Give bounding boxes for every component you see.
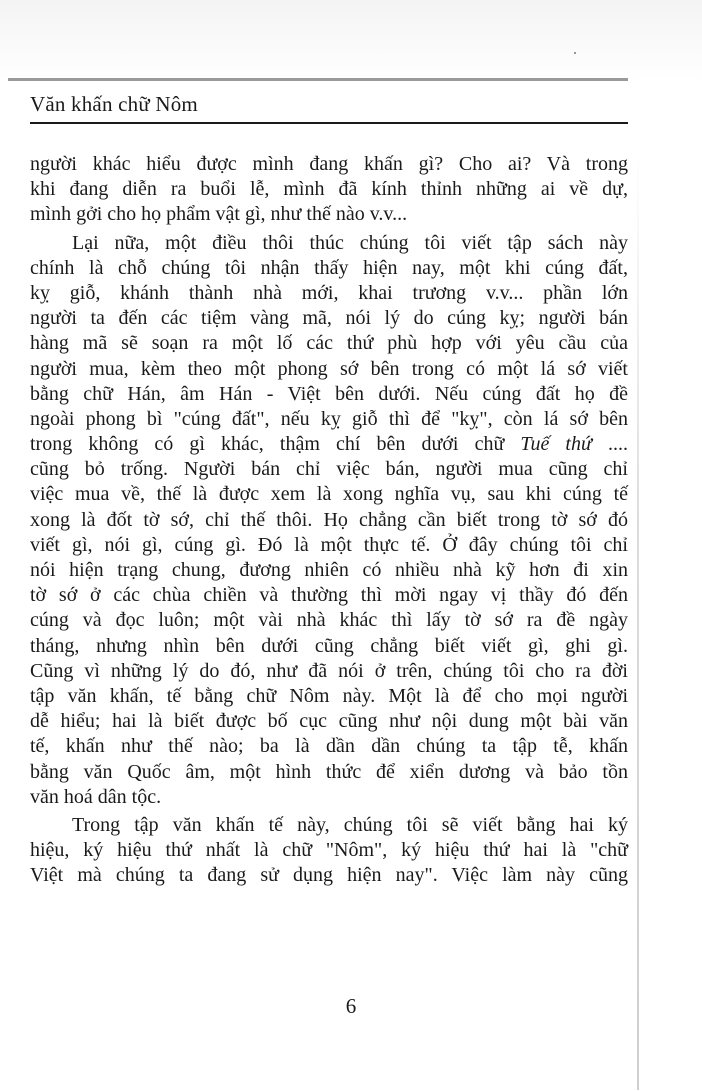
text-line: ngoài phong bì "cúng đất", nếu kỵ giỗ thì để "kỵ", còn lá sớ bên: [30, 407, 628, 430]
text-line: bằng chữ Hán, âm Hán - Việt bên dưới. Nếu cúng đất họ đề: [30, 382, 628, 405]
text-line: Trong tập văn khấn tế này, chúng tôi sẽ viết bằng hai ký: [72, 813, 628, 836]
text-line: tế, khấn như thế nào; ba là dần dần chúng ta tập tễ, khấn: [30, 735, 628, 758]
body-text: [30, 152, 628, 891]
paragraph-3: [30, 813, 628, 889]
text-line: người mua, kèm theo một phong sớ bên trong có một lá sớ viết: [30, 357, 628, 380]
text-line: Lại nữa, một điều thôi thúc chúng tôi viết tập sách này: [72, 231, 628, 254]
text-line: trong không có gì khác, thậm chí bên dưới chữ Tuế thứ ....: [30, 433, 628, 456]
scan-edge-line: [8, 78, 628, 81]
text-line: người ta đến các tiệm vàng mã, nói lý do cúng kỵ; người bán: [30, 307, 628, 330]
italic-term: Tuế thứ: [520, 433, 592, 456]
scan-binding-edge: [637, 150, 639, 1090]
text-line: hàng mã sẽ soạn ra một lố các thứ phù hợp với yêu cầu của: [30, 332, 628, 355]
text-line: người khác hiểu được mình đang khấn gì? Cho ai? Và trong: [30, 153, 628, 175]
scan-top-margin: [0, 0, 702, 82]
text-line: tập văn khấn, tế bằng chữ Nôm này. Một là để cho mọi người: [30, 684, 628, 707]
text-line: mình gởi cho họ phẩm vật gì, như thế nào v.v...: [30, 203, 408, 226]
paragraph-2: [30, 231, 628, 810]
text-line: việc mua về, thế là được xem là xong nghĩa vụ, sau khi cúng tế: [30, 483, 628, 506]
text-line: xong là đốt tờ sớ, chỉ thế thôi. Họ chẳng cần biết trong tờ sớ đó: [30, 508, 628, 531]
text-line: cúng và đọc luôn; một vài nhà khác thì lấy tờ sớ ra đề ngày: [30, 609, 628, 632]
text-line: nói hiện trạng chung, đương nhiên có nhiều nhà kỹ hơn đi xin: [30, 559, 628, 581]
header-divider: [30, 122, 628, 124]
text-line: chính là chỗ chúng tôi nhận thấy hiện nay, một khi cúng đất,: [30, 256, 628, 279]
text-line: tờ sớ ở các chùa chiền và thường thì mời ngay vị thầy đó đến: [30, 584, 628, 607]
text-line: văn hoá dân tộc.: [30, 785, 162, 808]
text-line: khi đang diễn ra buổi lễ, mình đã kính thỉnh những ai về dự,: [30, 178, 628, 201]
text-line: cũng bỏ trống. Người bán chỉ việc bán, người mua cũng chỉ: [30, 458, 628, 481]
scan-speck: [574, 52, 576, 54]
text-line: hiệu, ký hiệu thứ nhất là chữ "Nôm", ký hiệu thứ hai là "chữ: [30, 839, 628, 862]
text-line: viết gì, nói gì, cúng gì. Đó là một thực tế. Ở đây chúng tôi chỉ: [30, 533, 628, 556]
text-line: tháng, nhưng nhìn bên dưới cũng chẳng biết viết gì, ghi gì.: [30, 634, 628, 657]
running-header-title: Văn khấn chữ Nôm: [30, 92, 198, 116]
text-line: Việt mà chúng ta đang sử dụng hiện nay". Việc làm này cũng: [30, 864, 628, 887]
text-line: Cũng vì những lý do đó, như đã nói ở trên, chúng tôi cho ra đời: [30, 659, 628, 682]
page-number: 6: [345, 994, 357, 1018]
text-line: kỵ giỗ, khánh thành nhà mới, khai trương v.v... phần lớn: [30, 281, 628, 304]
paragraph-1: [30, 152, 628, 228]
text-line: dễ hiểu; hai là biết được bố cục cũng như nội dung một bài văn: [30, 710, 628, 733]
text-line: bằng văn Quốc âm, một hình thức để xiển dương và bảo tồn: [30, 760, 628, 783]
